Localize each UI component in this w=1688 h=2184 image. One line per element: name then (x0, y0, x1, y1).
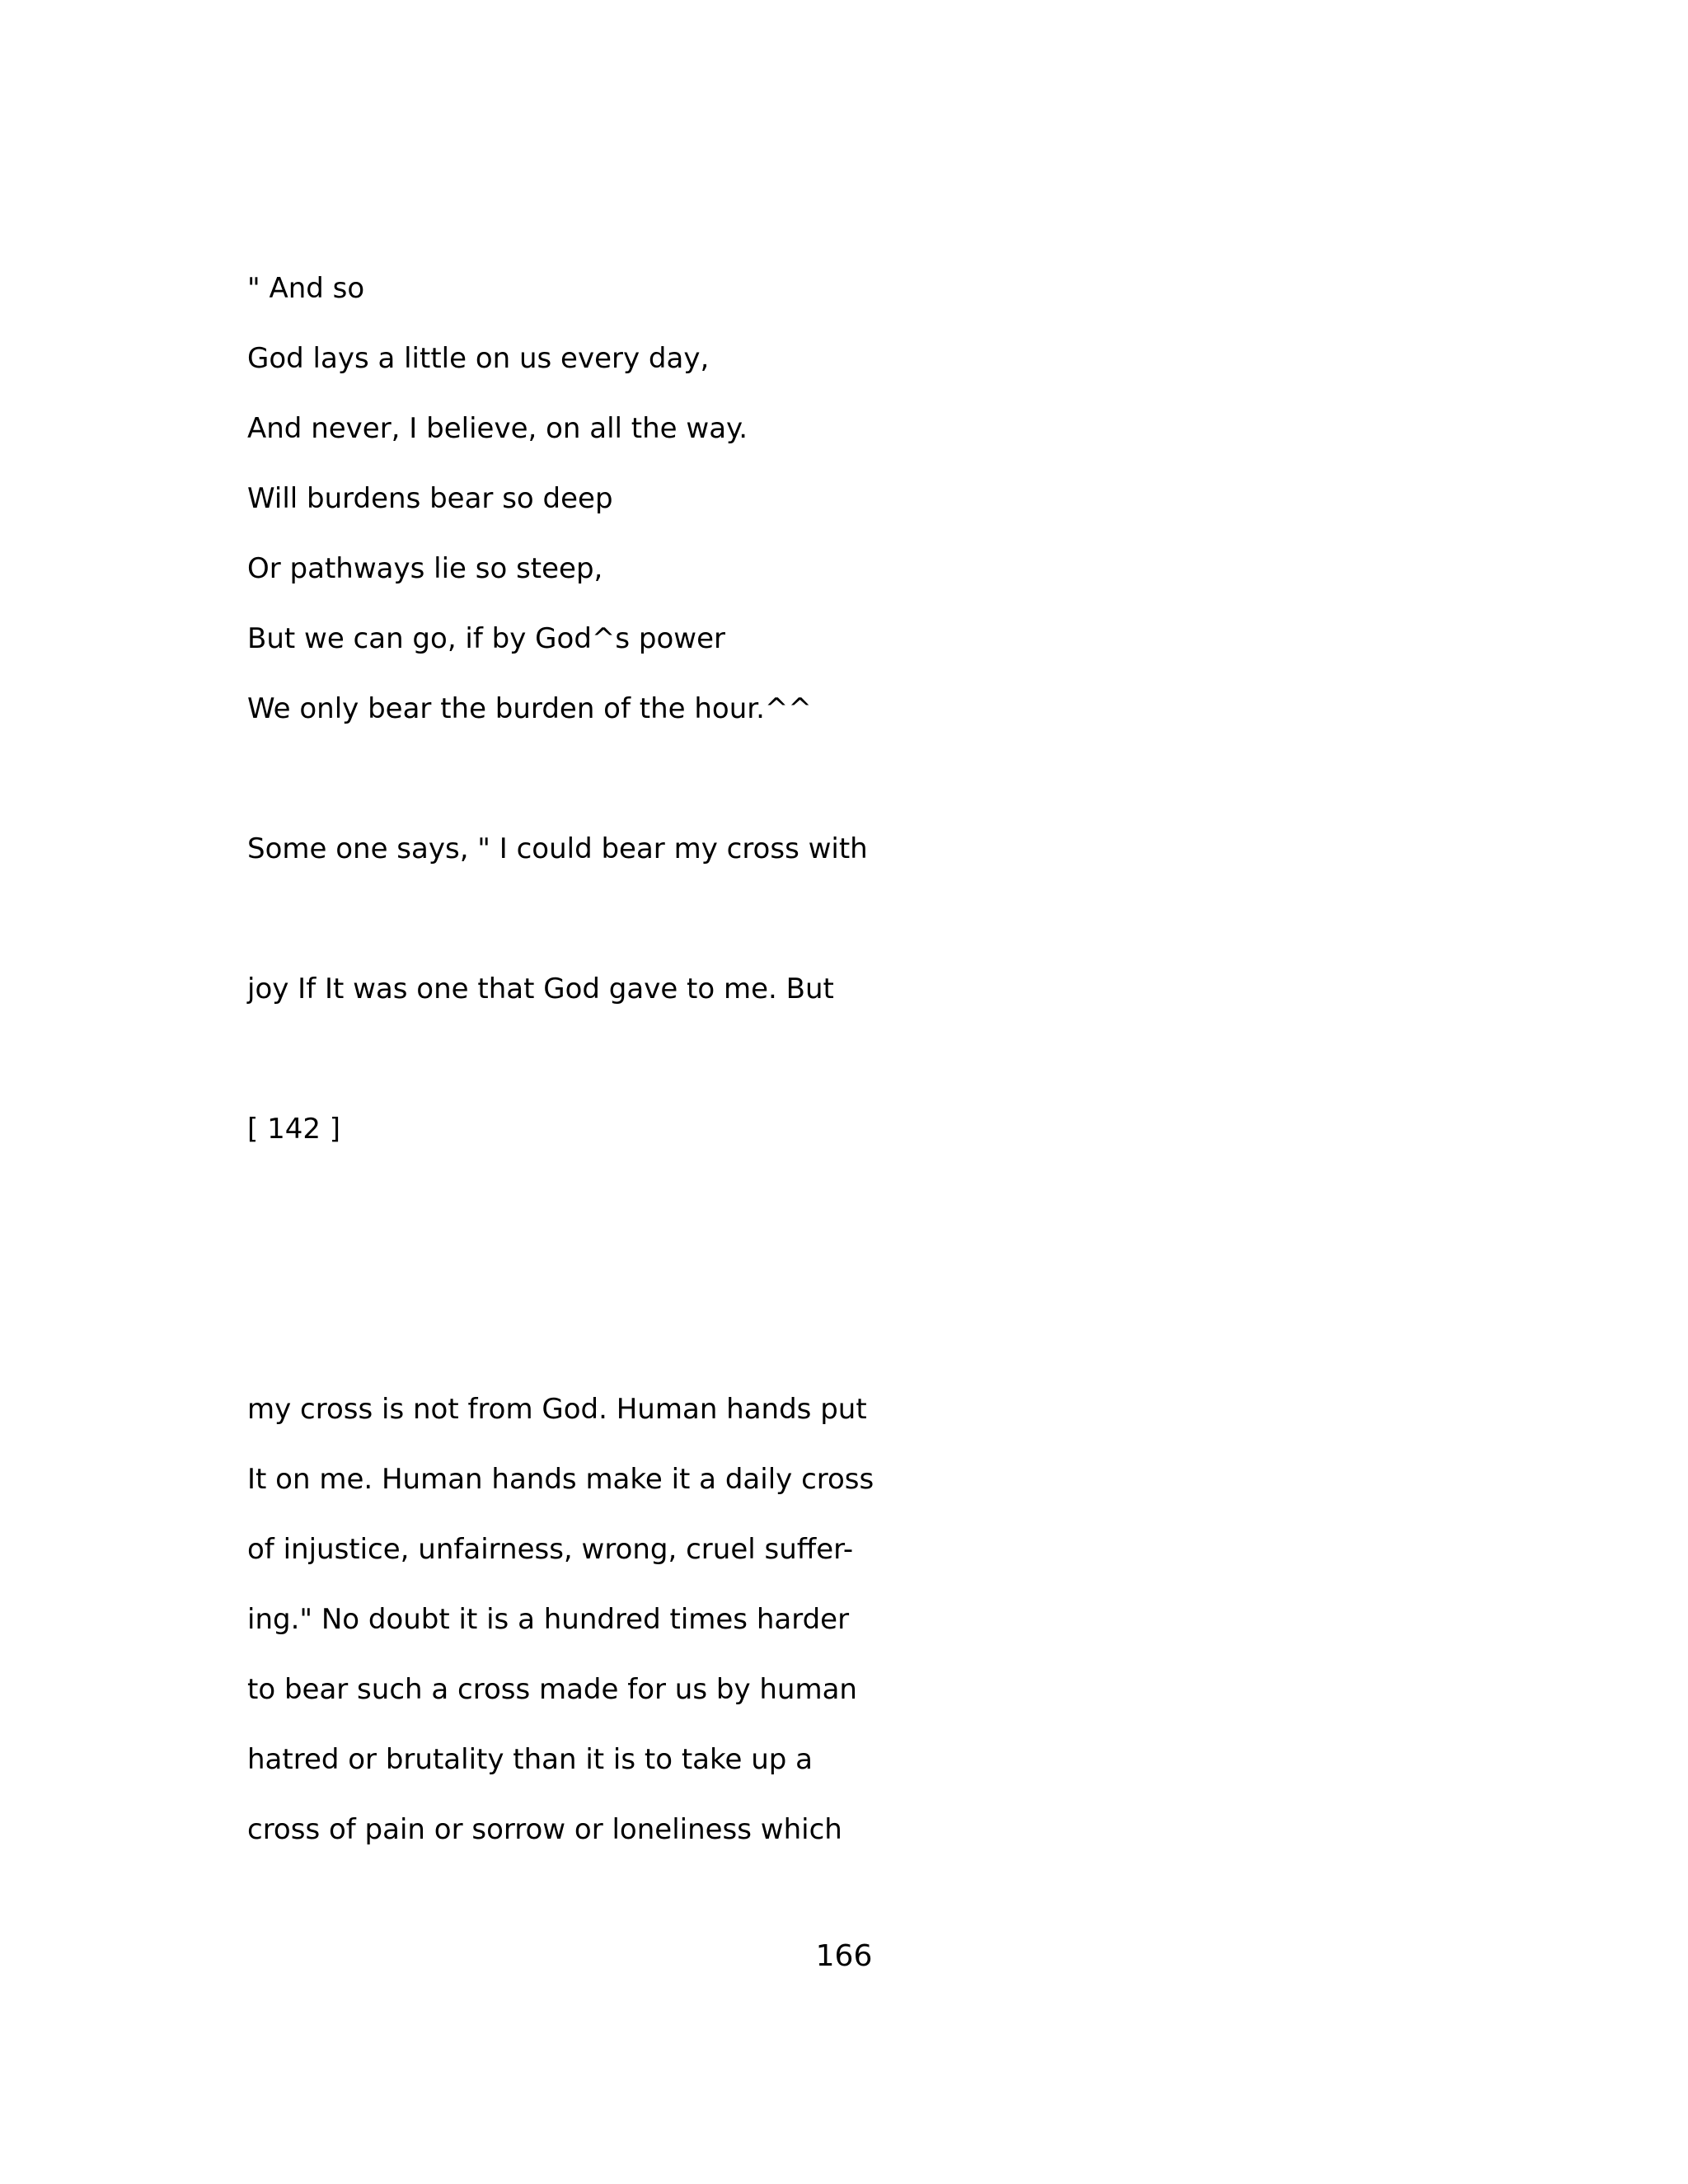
paragraph-line: ing." No doubt it is a hundred times harder (247, 1603, 850, 1636)
paragraph-line: cross of pain or sorrow or loneliness which (247, 1813, 842, 1846)
original-page-marker: [ 142 ] (247, 1113, 341, 1146)
poem-line: And never, I believe, on all the way. (247, 412, 748, 445)
paragraph-line: It on me. Human hands make it a daily cross (247, 1463, 874, 1496)
poem-line: " And so (247, 272, 365, 305)
poem-line: But we can go, if by God^s power (247, 622, 725, 655)
poem-line: God lays a little on us every day, (247, 342, 710, 375)
paragraph-line: joy If It was one that God gave to me. But (247, 972, 834, 1005)
page-number: 166 (815, 1939, 873, 1973)
poem-line: Or pathways lie so steep, (247, 552, 603, 585)
poem-line: We only bear the burden of the hour.^^ (247, 692, 812, 725)
paragraph-line: of injustice, unfairness, wrong, cruel suffer- (247, 1533, 854, 1566)
paragraph-line: hatred or brutality than it is to take up a (247, 1743, 813, 1776)
paragraph-line: my cross is not from God. Human hands put (247, 1393, 867, 1426)
paragraph-line: Some one says, " I could bear my cross with (247, 832, 868, 865)
paragraph-line: to bear such a cross made for us by human (247, 1673, 857, 1706)
poem-line: Will burdens bear so deep (247, 482, 613, 515)
